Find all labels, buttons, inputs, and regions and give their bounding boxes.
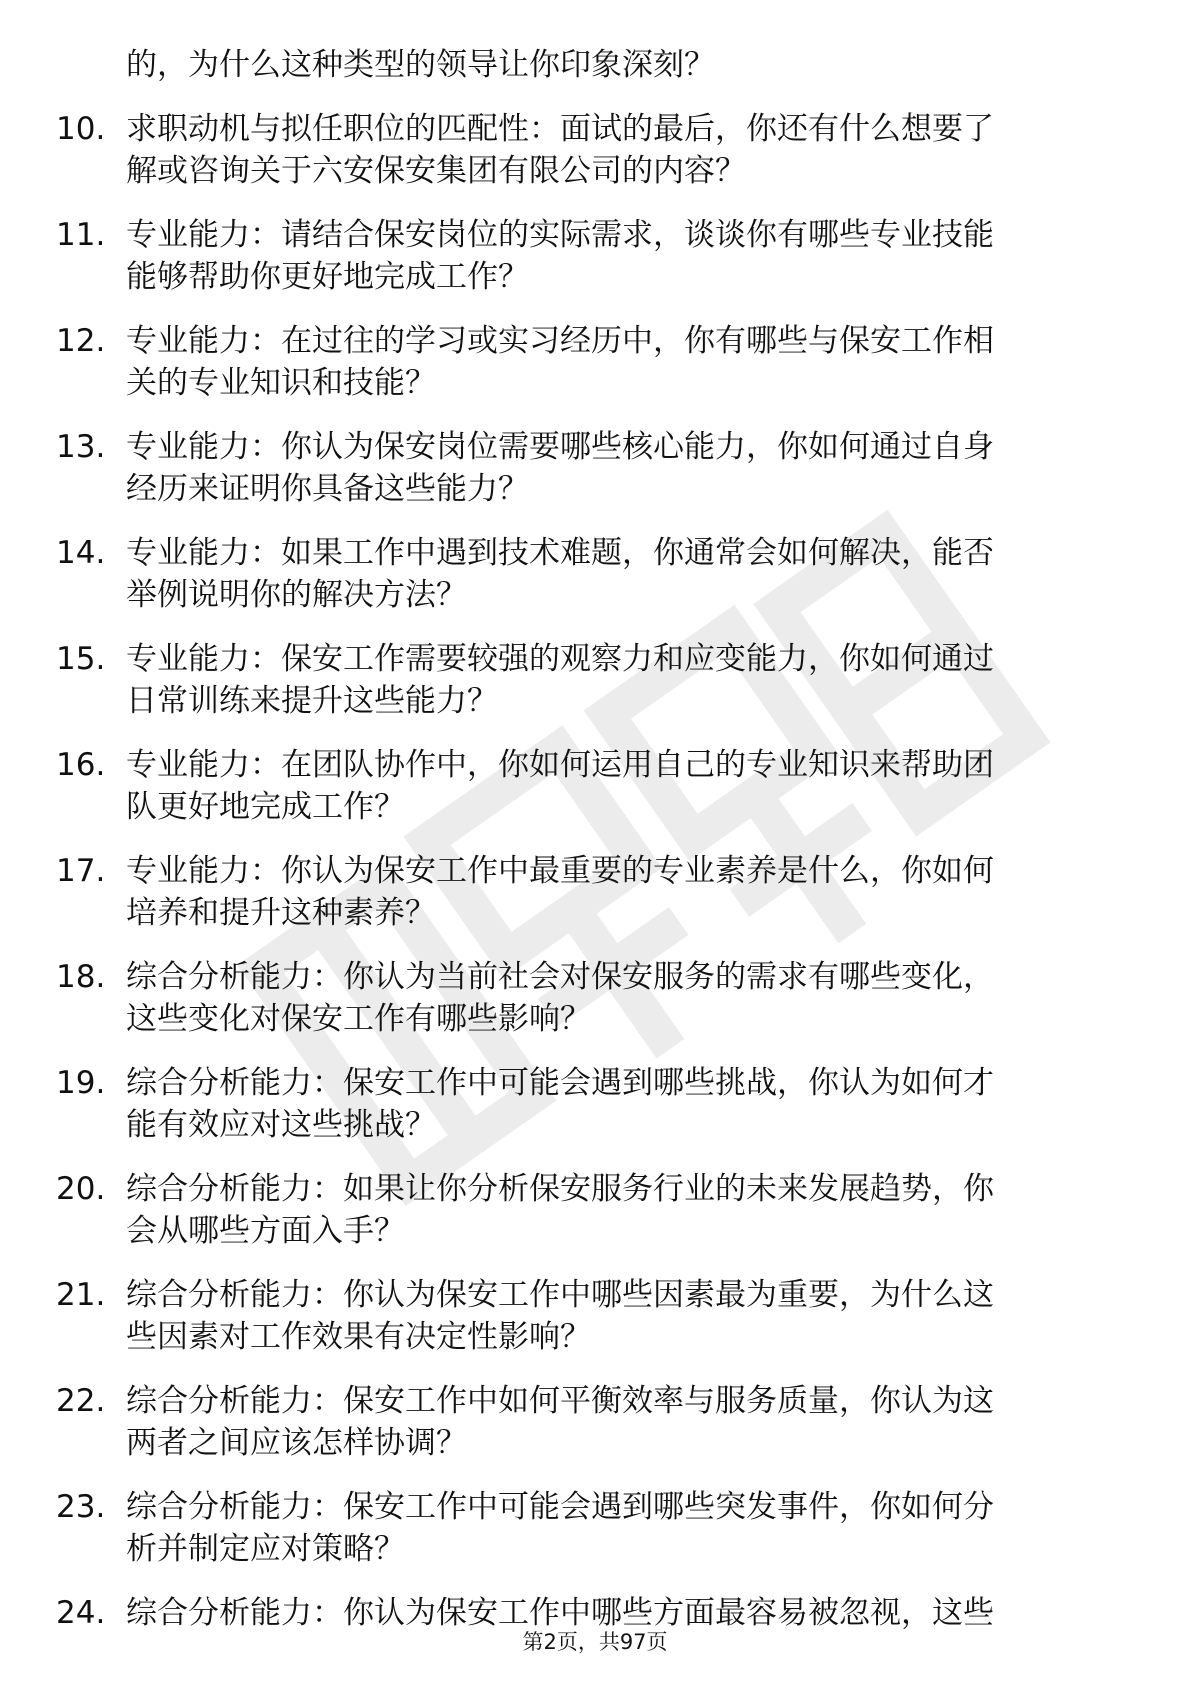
question-line: 专业能力：在过往的学习或实习经历中，你有哪些与保安工作相	[126, 323, 994, 359]
list-item	[0, 956, 1190, 1040]
list-item	[0, 1380, 1190, 1464]
question-number: 17.	[56, 853, 106, 889]
question-line: 这些变化对保安工作有哪些影响？	[126, 1001, 591, 1037]
question-line: 能有效应对这些挑战？	[126, 1107, 436, 1143]
continued-question-text: 的，为什么这种类型的领导让你印象深刻？	[126, 47, 715, 83]
question-line: 综合分析能力：你认为保安工作中哪些因素最为重要，为什么这	[126, 1277, 994, 1313]
question-list	[0, 108, 1190, 1676]
question-text	[126, 638, 1116, 722]
question-line: 专业能力：如果工作中遇到技术难题，你通常会如何解决，能否	[126, 535, 994, 571]
question-line: 能够帮助你更好地完成工作？	[126, 259, 529, 295]
question-number: 16.	[56, 747, 106, 783]
question-line: 两者之间应该怎样协调？	[126, 1425, 467, 1461]
list-item	[0, 320, 1190, 404]
question-text	[126, 1486, 1116, 1570]
question-text	[126, 1380, 1116, 1464]
question-text	[126, 532, 1116, 616]
list-item	[0, 1486, 1190, 1570]
question-text	[126, 850, 1116, 934]
question-number: 23.	[56, 1489, 106, 1525]
list-item	[0, 1168, 1190, 1252]
list-item	[0, 638, 1190, 722]
question-number: 11.	[56, 217, 106, 253]
question-number: 10.	[56, 111, 106, 147]
question-number: 20.	[56, 1171, 106, 1207]
question-text	[126, 1062, 1116, 1146]
question-line: 综合分析能力：保安工作中可能会遇到哪些突发事件，你如何分	[126, 1489, 994, 1525]
question-line: 专业能力：在团队协作中，你如何运用自己的专业知识来帮助团	[126, 747, 994, 783]
list-item	[0, 850, 1190, 934]
question-number: 19.	[56, 1065, 106, 1101]
question-content	[0, 44, 1190, 1676]
question-line: 解或咨询关于六安保安集团有限公司的内容？	[126, 153, 746, 189]
question-line: 经历来证明你具备这些能力？	[126, 471, 529, 507]
question-text	[126, 744, 1116, 828]
question-line: 些因素对工作效果有决定性影响？	[126, 1319, 591, 1355]
question-line: 专业能力：你认为保安工作中最重要的专业素养是什么，你如何	[126, 853, 994, 889]
question-number: 15.	[56, 641, 106, 677]
question-line: 综合分析能力：你认为保安工作中哪些方面最容易被忽视，这些	[126, 1595, 994, 1631]
question-number: 14.	[56, 535, 106, 571]
question-line: 专业能力：你认为保安岗位需要哪些核心能力，你如何通过自身	[126, 429, 994, 465]
list-item	[0, 108, 1190, 192]
question-text	[126, 1274, 1116, 1358]
question-number: 13.	[56, 429, 106, 465]
question-line: 综合分析能力：你认为当前社会对保安服务的需求有哪些变化，	[126, 959, 994, 995]
question-text	[126, 320, 1116, 404]
question-line: 队更好地完成工作？	[126, 789, 405, 825]
question-line: 专业能力：请结合保安岗位的实际需求，谈谈你有哪些专业技能	[126, 217, 994, 253]
question-line: 关的专业知识和技能？	[126, 365, 436, 401]
question-line: 会从哪些方面入手？	[126, 1213, 405, 1249]
question-line: 析并制定应对策略？	[126, 1531, 405, 1567]
list-item	[0, 1062, 1190, 1146]
question-line: 综合分析能力：如果让你分析保安服务行业的未来发展趋势，你	[126, 1171, 994, 1207]
question-line: 专业能力：保安工作需要较强的观察力和应变能力，你如何通过	[126, 641, 994, 677]
question-number: 18.	[56, 959, 106, 995]
question-line: 综合分析能力：保安工作中可能会遇到哪些挑战，你认为如何才	[126, 1065, 994, 1101]
question-text	[126, 426, 1116, 510]
question-line: 日常训练来提升这些能力？	[126, 683, 498, 719]
question-text	[126, 214, 1116, 298]
question-line: 培养和提升这种素养？	[126, 895, 436, 931]
question-line: 求职动机与拟任职位的匹配性：面试的最后，你还有什么想要了	[126, 111, 994, 147]
list-item	[0, 426, 1190, 510]
question-text	[126, 1168, 1116, 1252]
question-number: 22.	[56, 1383, 106, 1419]
list-item	[0, 1274, 1190, 1358]
question-number: 24.	[56, 1595, 106, 1631]
list-item	[0, 744, 1190, 828]
question-text	[126, 108, 1116, 192]
list-item	[0, 214, 1190, 298]
page-number-footer: 第2页，共97页	[522, 1630, 668, 1654]
question-line: 举例说明你的解决方法？	[126, 577, 467, 613]
list-item	[0, 532, 1190, 616]
question-line: 综合分析能力：保安工作中如何平衡效率与服务质量，你认为这	[126, 1383, 994, 1419]
question-number: 21.	[56, 1277, 106, 1313]
question-text	[126, 956, 1116, 1040]
question-number: 12.	[56, 323, 106, 359]
